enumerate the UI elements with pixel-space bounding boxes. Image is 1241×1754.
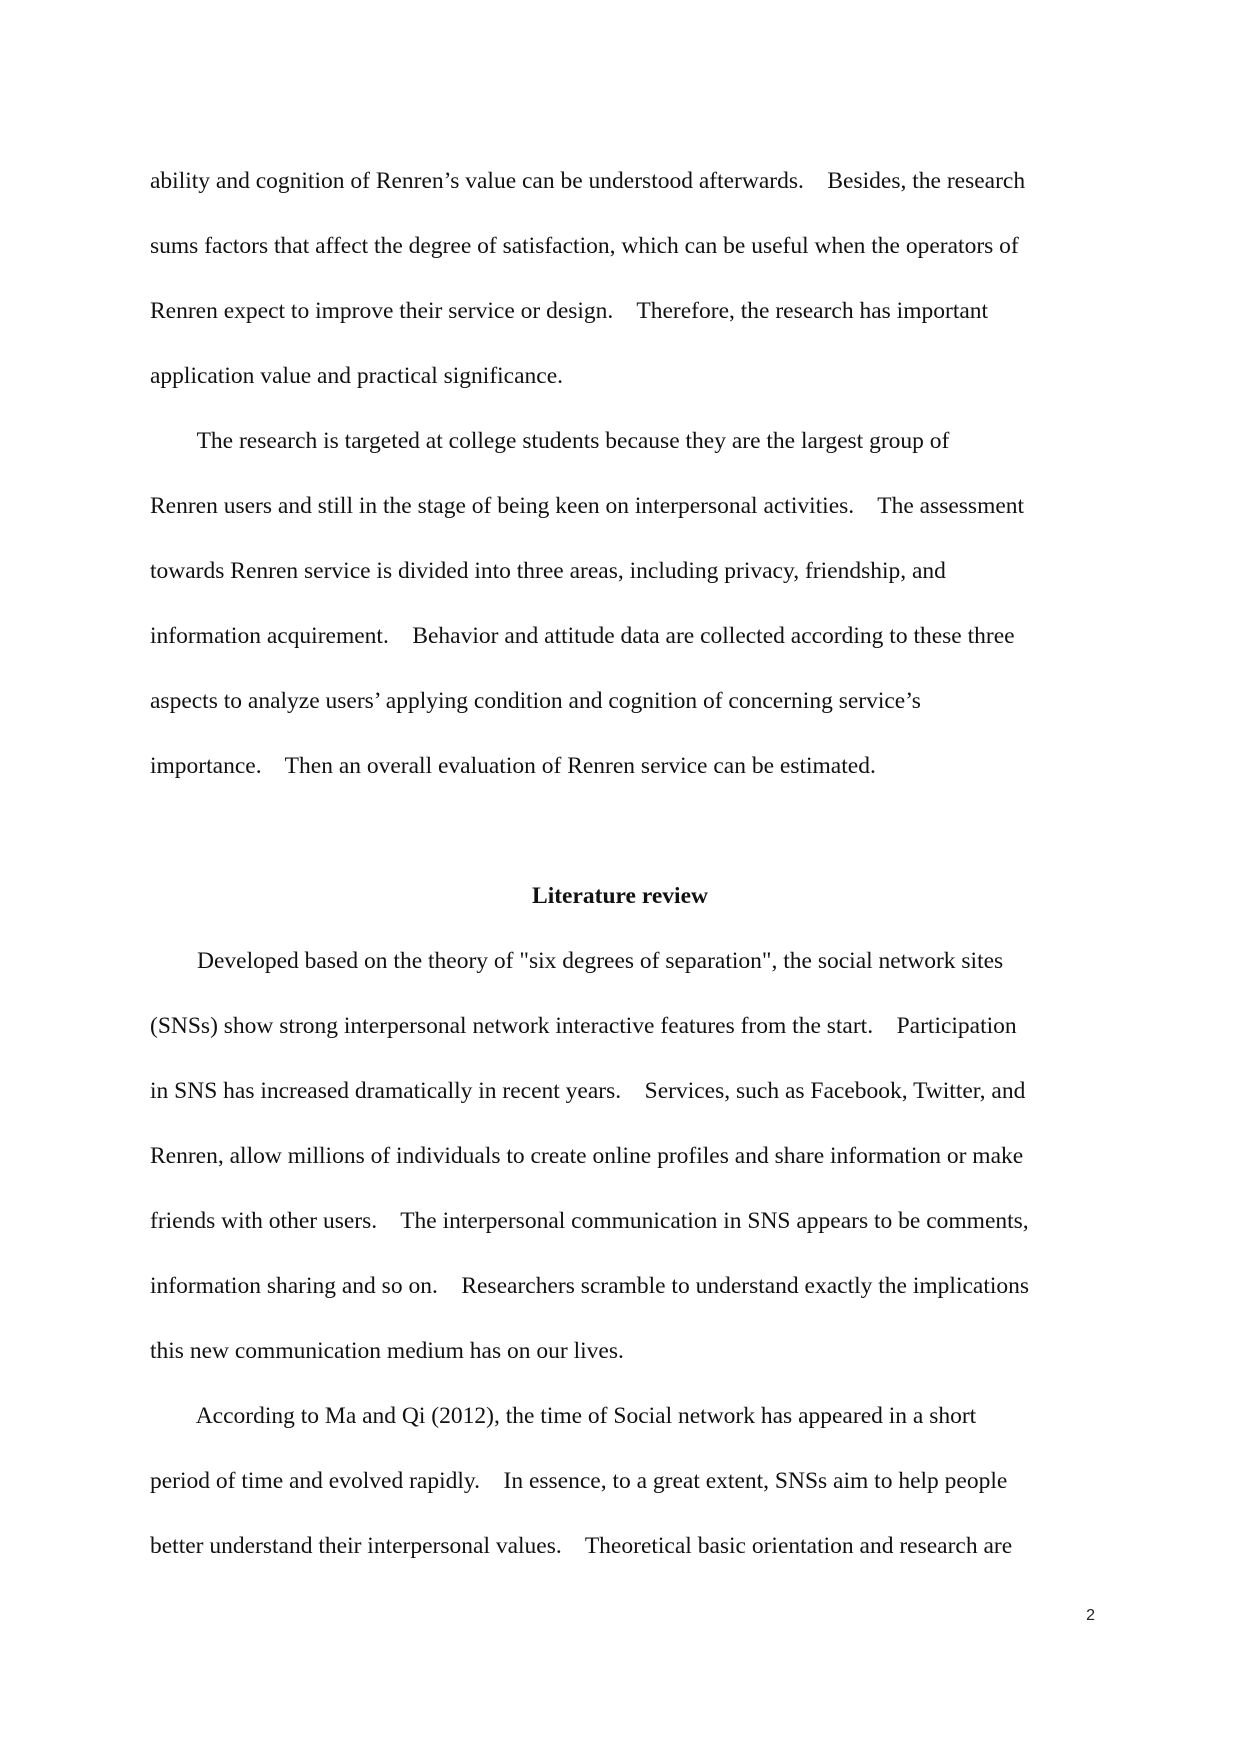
- paragraph-3-line-3: in SNS has increased dramatically in recent years. Services, such as Facebook, Twitter, and: [150, 1078, 1026, 1104]
- paragraph-3-line-2: (SNSs) show strong interpersonal network interactive features from the start. Participation: [150, 1013, 1017, 1039]
- paragraph-1-line-1: ability and cognition of Renren’s value can be understood afterwards. Besides, the research: [150, 168, 1026, 194]
- paragraph-2-line-3: towards Renren service is divided into three areas, including privacy, friendship, and: [150, 558, 946, 584]
- paragraph-3-line-5: friends with other users. The interpersonal communication in SNS appears to be comments,: [150, 1208, 1029, 1234]
- paragraph-2-line-1: The research is targeted at college students because they are the largest group of: [150, 428, 950, 454]
- paragraph-3-line-7: this new communication medium has on our lives.: [150, 1338, 624, 1364]
- paragraph-3-line-6: information sharing and so on. Researchers scramble to understand exactly the implications: [150, 1273, 1030, 1299]
- section-heading: Literature review: [532, 883, 708, 909]
- paragraph-2-line-6: importance. Then an overall evaluation of Renren service can be estimated.: [150, 753, 876, 779]
- paragraph-4-line-1: According to Ma and Qi (2012), the time of Social network has appeared in a short: [150, 1403, 977, 1429]
- paragraph-2-line-2: Renren users and still in the stage of being keen on interpersonal activities. The assessment: [150, 493, 1025, 519]
- paragraph-4-line-2: period of time and evolved rapidly. In essence, to a great extent, SNSs aim to help people: [150, 1468, 1008, 1494]
- paragraph-4-line-3: better understand their interpersonal values. Theoretical basic orientation and research are: [150, 1533, 1013, 1559]
- paragraph-1-line-3: Renren expect to improve their service or design. Therefore, the research has important: [150, 298, 989, 324]
- paragraph-3-line-1: Developed based on the theory of "six degrees of separation", the social network sites: [150, 948, 1004, 974]
- paragraph-1-line-4: application value and practical significance.: [150, 363, 564, 389]
- paragraph-3-line-4: Renren, allow millions of individuals to create online profiles and share information or make: [150, 1143, 1024, 1169]
- paragraph-2-line-4: information acquirement. Behavior and attitude data are collected according to these three: [150, 623, 1015, 649]
- page-number: 2: [1086, 1607, 1095, 1624]
- paragraph-1-line-2: sums factors that affect the degree of satisfaction, which can be useful when the operators of: [150, 233, 1019, 259]
- paragraph-2-line-5: aspects to analyze users’ applying condition and cognition of concerning service’s: [150, 688, 921, 714]
